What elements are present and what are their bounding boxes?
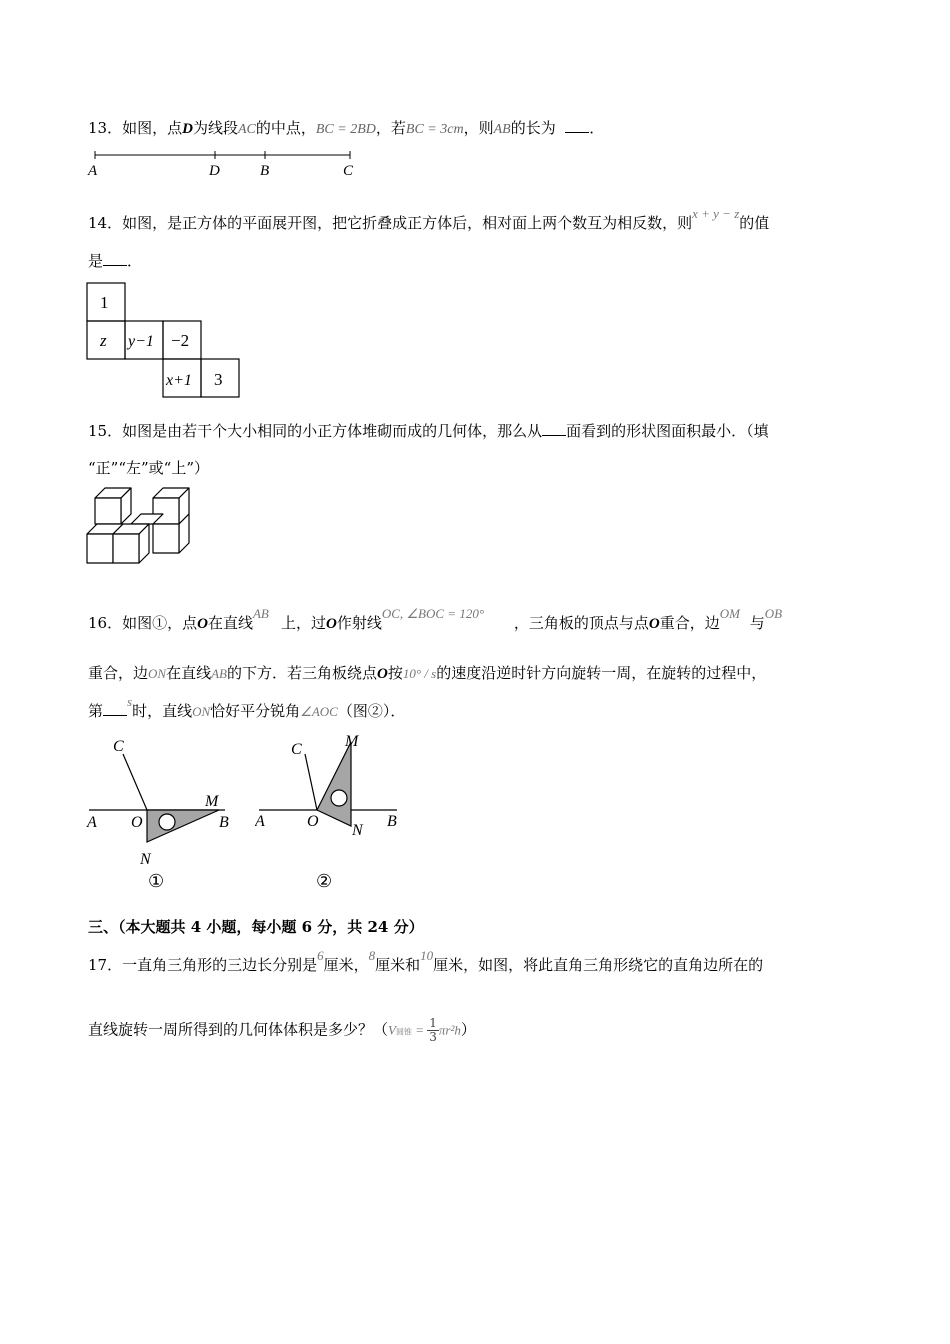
q15-text-1: 15．如图是由若干个大小相同的小正方体堆砌而成的几何体，那么从 面看到的形状图面积最小．（填 bbox=[88, 422, 769, 440]
section-3-title: 三、（本大题共 4 小题，每小题 6 分，共 24 分） bbox=[88, 918, 424, 936]
net-cell-y: y−1 bbox=[128, 333, 154, 350]
label-C: C bbox=[343, 163, 354, 179]
answer-blank[interactable] bbox=[103, 251, 127, 266]
q13-segment-figure bbox=[85, 145, 365, 181]
q15-text-2: “正”“左”或“上”） bbox=[88, 459, 210, 477]
fig2-label-A: A bbox=[255, 813, 265, 830]
answer-blank[interactable] bbox=[565, 118, 589, 133]
fig2-caption: ② bbox=[316, 871, 333, 891]
net-cell-z: z bbox=[100, 331, 107, 350]
q17-text-1: 17．一直角三角形的三边长分别是6厘米，8厘米和10厘米，如图，将此直角三角形绕它的直角边所在的 bbox=[88, 948, 764, 974]
q14-text-2: 是 ． bbox=[88, 252, 143, 270]
net-cell-1: 1 bbox=[100, 293, 109, 312]
cube-net-figure bbox=[86, 282, 246, 402]
q17-text-2: 直线旋转一周所得到的几何体体积是多少？（V圆锥 = $\frac{1}{3}$ πr²h） bbox=[88, 1016, 476, 1044]
fig2-label-O: O bbox=[307, 813, 319, 830]
fraction-one-third: $\frac{1}{3}$ bbox=[429, 1016, 437, 1044]
answer-blank[interactable] bbox=[103, 701, 127, 716]
label-A: A bbox=[88, 163, 98, 179]
fig1-label-N: N bbox=[140, 851, 151, 868]
fig1-caption: ① bbox=[148, 871, 165, 891]
q14-text-1: 14．如图，是正方体的平面展开图，把它折叠成正方体后，相对面上两个数互为相反数，则x + y − z的值 bbox=[88, 206, 770, 232]
q13-text: 13．如图，点D为线段AC的中点，BC = 2BD，若BC = 3cm，则AB的长为 ． bbox=[88, 119, 605, 137]
formula-V: V bbox=[388, 1022, 396, 1038]
q16-text-1: 16．如图①，点O在直线AB上，过O作射线OC, ∠BOC = 120°，三角板的顶点与点O重合，边OM与OB bbox=[88, 606, 783, 632]
stacked-cubes-figure bbox=[85, 485, 200, 570]
label-B: B bbox=[260, 163, 270, 179]
net-cell-x: x+1 bbox=[166, 372, 192, 389]
fig2-label-B: B bbox=[387, 813, 397, 830]
q16-figure-1 bbox=[85, 734, 255, 894]
q16-text-3: 第s时，直线ON恰好平分锐角∠AOC（图②）． bbox=[88, 694, 406, 720]
fig2-label-C: C bbox=[291, 741, 302, 758]
q16-figure-2 bbox=[255, 730, 415, 894]
fig2-label-N: N bbox=[352, 822, 363, 839]
fig1-label-B: B bbox=[219, 814, 229, 831]
fig1-label-A: A bbox=[87, 814, 97, 831]
answer-blank[interactable] bbox=[542, 421, 566, 436]
net-cell-3: 3 bbox=[214, 370, 223, 389]
label-D: D bbox=[209, 163, 220, 179]
fig1-label-C: C bbox=[113, 738, 124, 755]
fig2-label-M: M bbox=[345, 733, 359, 750]
fig1-label-O: O bbox=[131, 814, 143, 831]
q16-text-2: 重合，边ON在直线AB的下方．若三角板绕点O按10° / s的速度沿逆时针方向旋转一周，在旋转的过程中， bbox=[88, 664, 767, 682]
net-cell-neg2: −2 bbox=[171, 331, 190, 350]
fig1-label-M: M bbox=[205, 793, 219, 810]
